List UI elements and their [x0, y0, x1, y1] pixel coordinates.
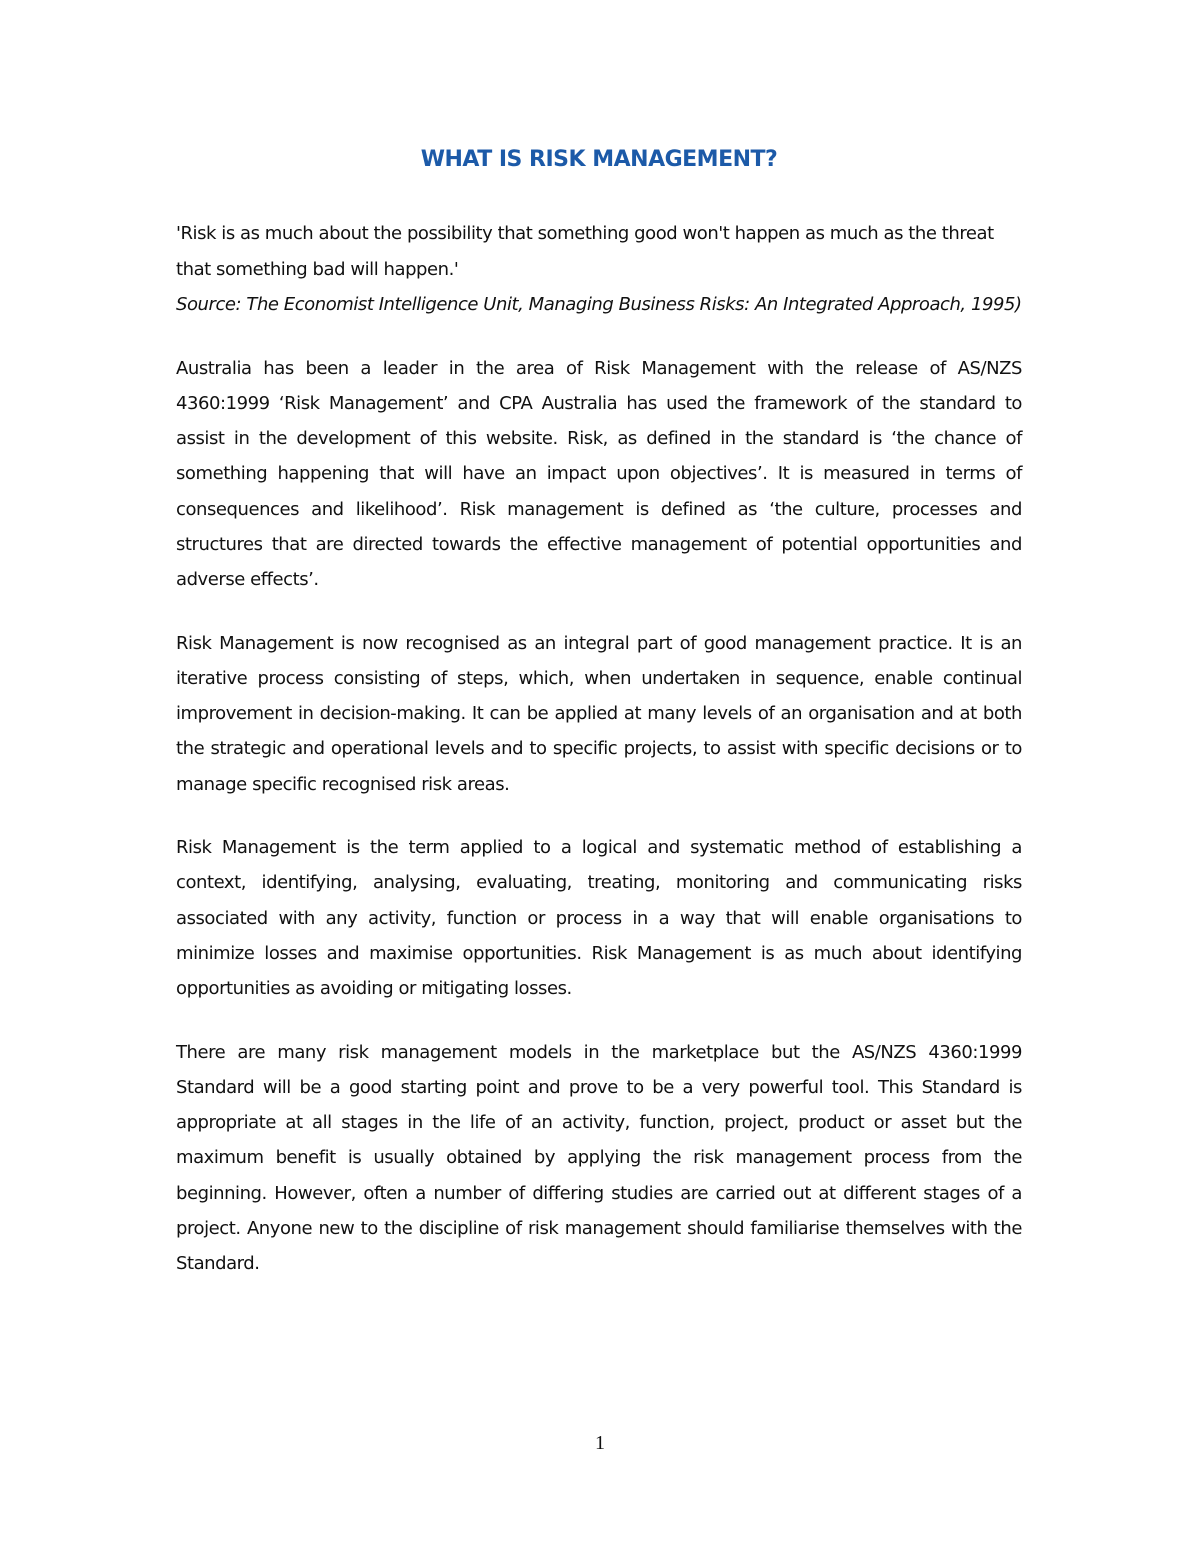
- page-title: WHAT IS RISK MANAGEMENT?: [420, 147, 778, 172]
- opening-quote: 'Risk is as much about the possibility that something good won't happen as much as the threat that something bad will happen.': [176, 223, 994, 280]
- page-number: 1: [595, 1432, 605, 1454]
- document-body: [176, 138, 1022, 1310]
- quote-source: Source: The Economist Intelligence Unit, Managing Business Risks: An Integrated Approach, 1995): [176, 294, 1022, 315]
- paragraph-systematic-method: Risk Management is the term applied to a logical and systematic method of establishing a context, identifying, analysing, evaluating, treating, monitoring and communicating risks associated with any activity, function or process in a way that will enable organisations to minimize losses and maximise opportunities. Risk Management is as much about identifying opportunities as avoiding or mitigating losses.: [176, 837, 1022, 1000]
- paragraph-australia-leader: Australia has been a leader in the area of Risk Management with the release of AS/NZS 4360:1999 ‘Risk Management’ and CPA Australia has used the framework of the standard to assist in the development of this website. Risk, as defined in the standard is ‘the chance of something happening that will have an impact upon objectives’. It is measured in terms of consequences and likelihood’. Risk management is defined as ‘the culture, processes and structures that are directed towards the effective management of potential opportunities and adverse effects’.: [176, 357, 1022, 591]
- paragraph-risk-models: There are many risk management models in the marketplace but the AS/NZS 4360:1999 Standard will be a good starting point and prove to be a very powerful tool. This Standard is appropriate at all stages in the life of an activity, function, project, product or asset but the maximum benefit is usually obtained by applying the risk management process from the beginning. However, often a number of differing studies are carried out at different stages of a project. Anyone new to the discipline of risk management should familiarise themselves with the Standard.: [176, 1041, 1022, 1275]
- paragraph-integral-practice: Risk Management is now recognised as an integral part of good management practice. It is an iterative process consisting of steps, which, when undertaken in sequence, enable continual improvement in decision-making. It can be applied at many levels of an organisation and at both the strategic and operational levels and to specific projects, to assist with specific decisions or to manage specific recognised risk areas.: [176, 632, 1022, 795]
